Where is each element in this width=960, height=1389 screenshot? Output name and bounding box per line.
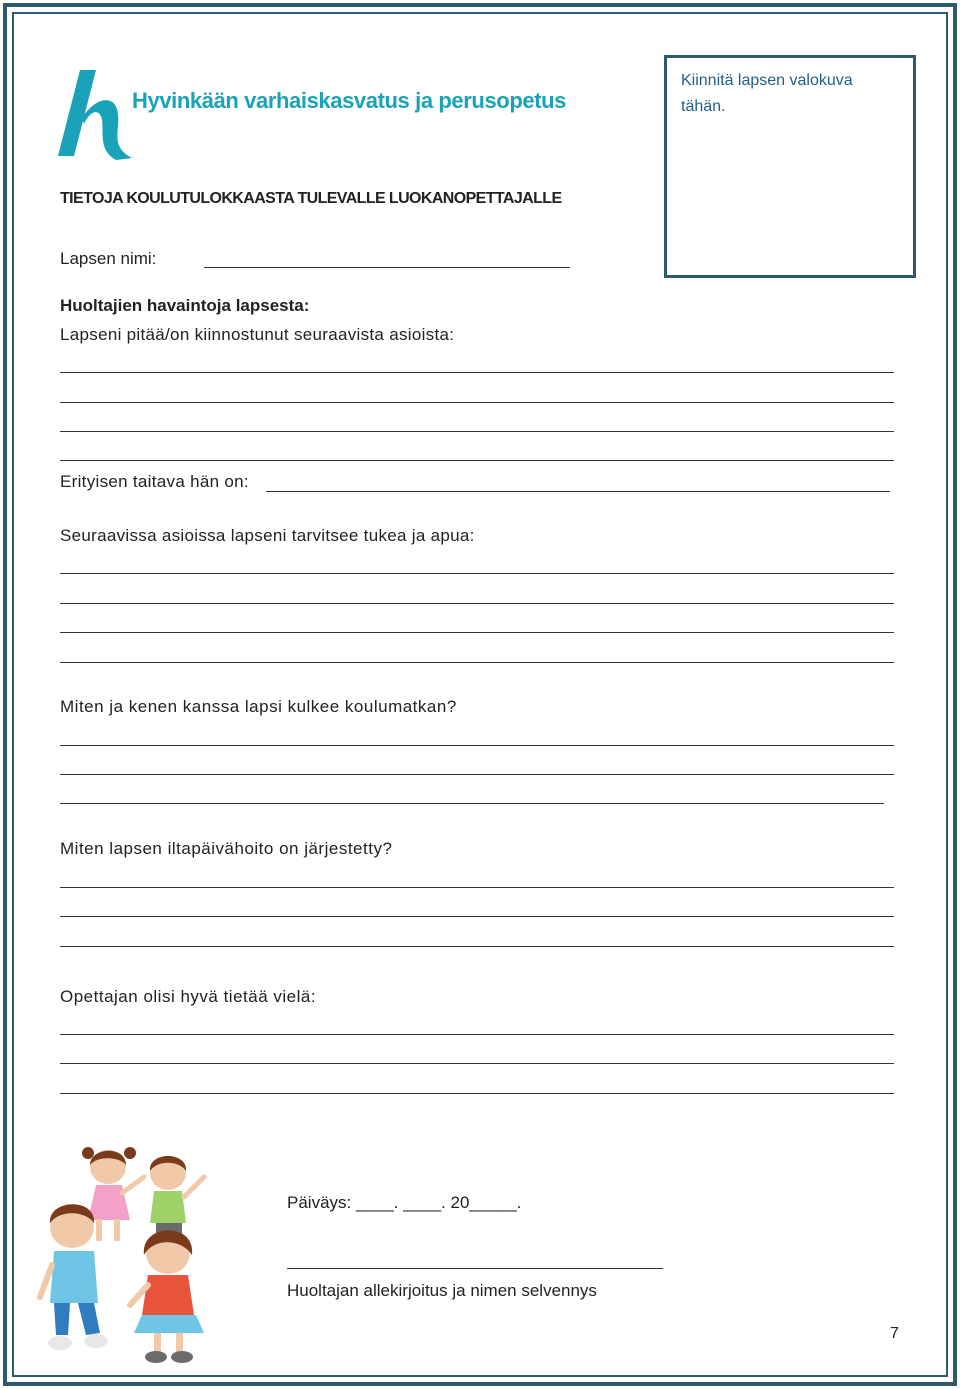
interests-prompt: Lapseni pitää/on kiinnostunut seuraavista asioista:	[60, 325, 455, 344]
answer-line[interactable]	[60, 372, 894, 373]
afternoon-care-prompt: Miten lapsen iltapäivähoito on järjestetty?	[60, 839, 393, 858]
answer-line[interactable]	[60, 1034, 894, 1035]
answer-line[interactable]	[60, 431, 894, 432]
answer-line[interactable]	[60, 803, 884, 804]
answer-line[interactable]	[60, 402, 894, 403]
signature-line[interactable]	[287, 1268, 663, 1269]
page-number: 7	[890, 1325, 899, 1342]
organization-name: Hyvinkään varhaiskasvatus ja perusopetus	[132, 88, 566, 113]
photo-attachment-box	[664, 55, 916, 278]
answer-line[interactable]	[60, 946, 894, 947]
children-walking-illustration	[36, 1135, 236, 1365]
answer-line[interactable]	[60, 603, 894, 604]
child-boy-green	[150, 1156, 204, 1237]
answer-line[interactable]	[60, 1063, 894, 1064]
hyvinkaa-logo-icon	[52, 60, 140, 162]
answer-line[interactable]	[60, 774, 894, 775]
answer-line[interactable]	[60, 573, 894, 574]
observations-heading: Huoltajien havaintoja lapsesta:	[60, 296, 310, 315]
date-field[interactable]: Päiväys: ____. ____. 20_____.	[287, 1193, 522, 1212]
signature-label: Huoltajan allekirjoitus ja nimen selvennys	[287, 1281, 597, 1300]
school-route-prompt: Miten ja kenen kanssa lapsi kulkee koulumatkan?	[60, 697, 457, 716]
answer-line[interactable]	[60, 1093, 894, 1094]
answer-line[interactable]	[60, 916, 894, 917]
answer-line[interactable]	[60, 745, 894, 746]
child-name-label: Lapsen nimi:	[60, 249, 157, 268]
teacher-info-prompt: Opettajan olisi hyvä tietää vielä:	[60, 987, 317, 1006]
answer-line[interactable]	[60, 662, 894, 663]
support-prompt: Seuraavissa asioissa lapseni tarvitsee tukea ja apua:	[60, 526, 475, 545]
form-title: TIETOJA KOULUTULOKKAASTA TULEVALLE LUOKANOPETTAJALLE	[60, 190, 562, 207]
answer-line[interactable]	[60, 632, 894, 633]
answer-line[interactable]	[60, 887, 894, 888]
answer-line[interactable]	[60, 460, 894, 461]
child-girl-red	[130, 1230, 204, 1363]
skills-answer-line[interactable]	[266, 491, 890, 492]
photo-instruction: Kiinnitä lapsen valokuva tähän.	[681, 72, 853, 115]
child-name-line[interactable]	[204, 267, 570, 268]
skills-prompt: Erityisen taitava hän on:	[60, 472, 249, 491]
